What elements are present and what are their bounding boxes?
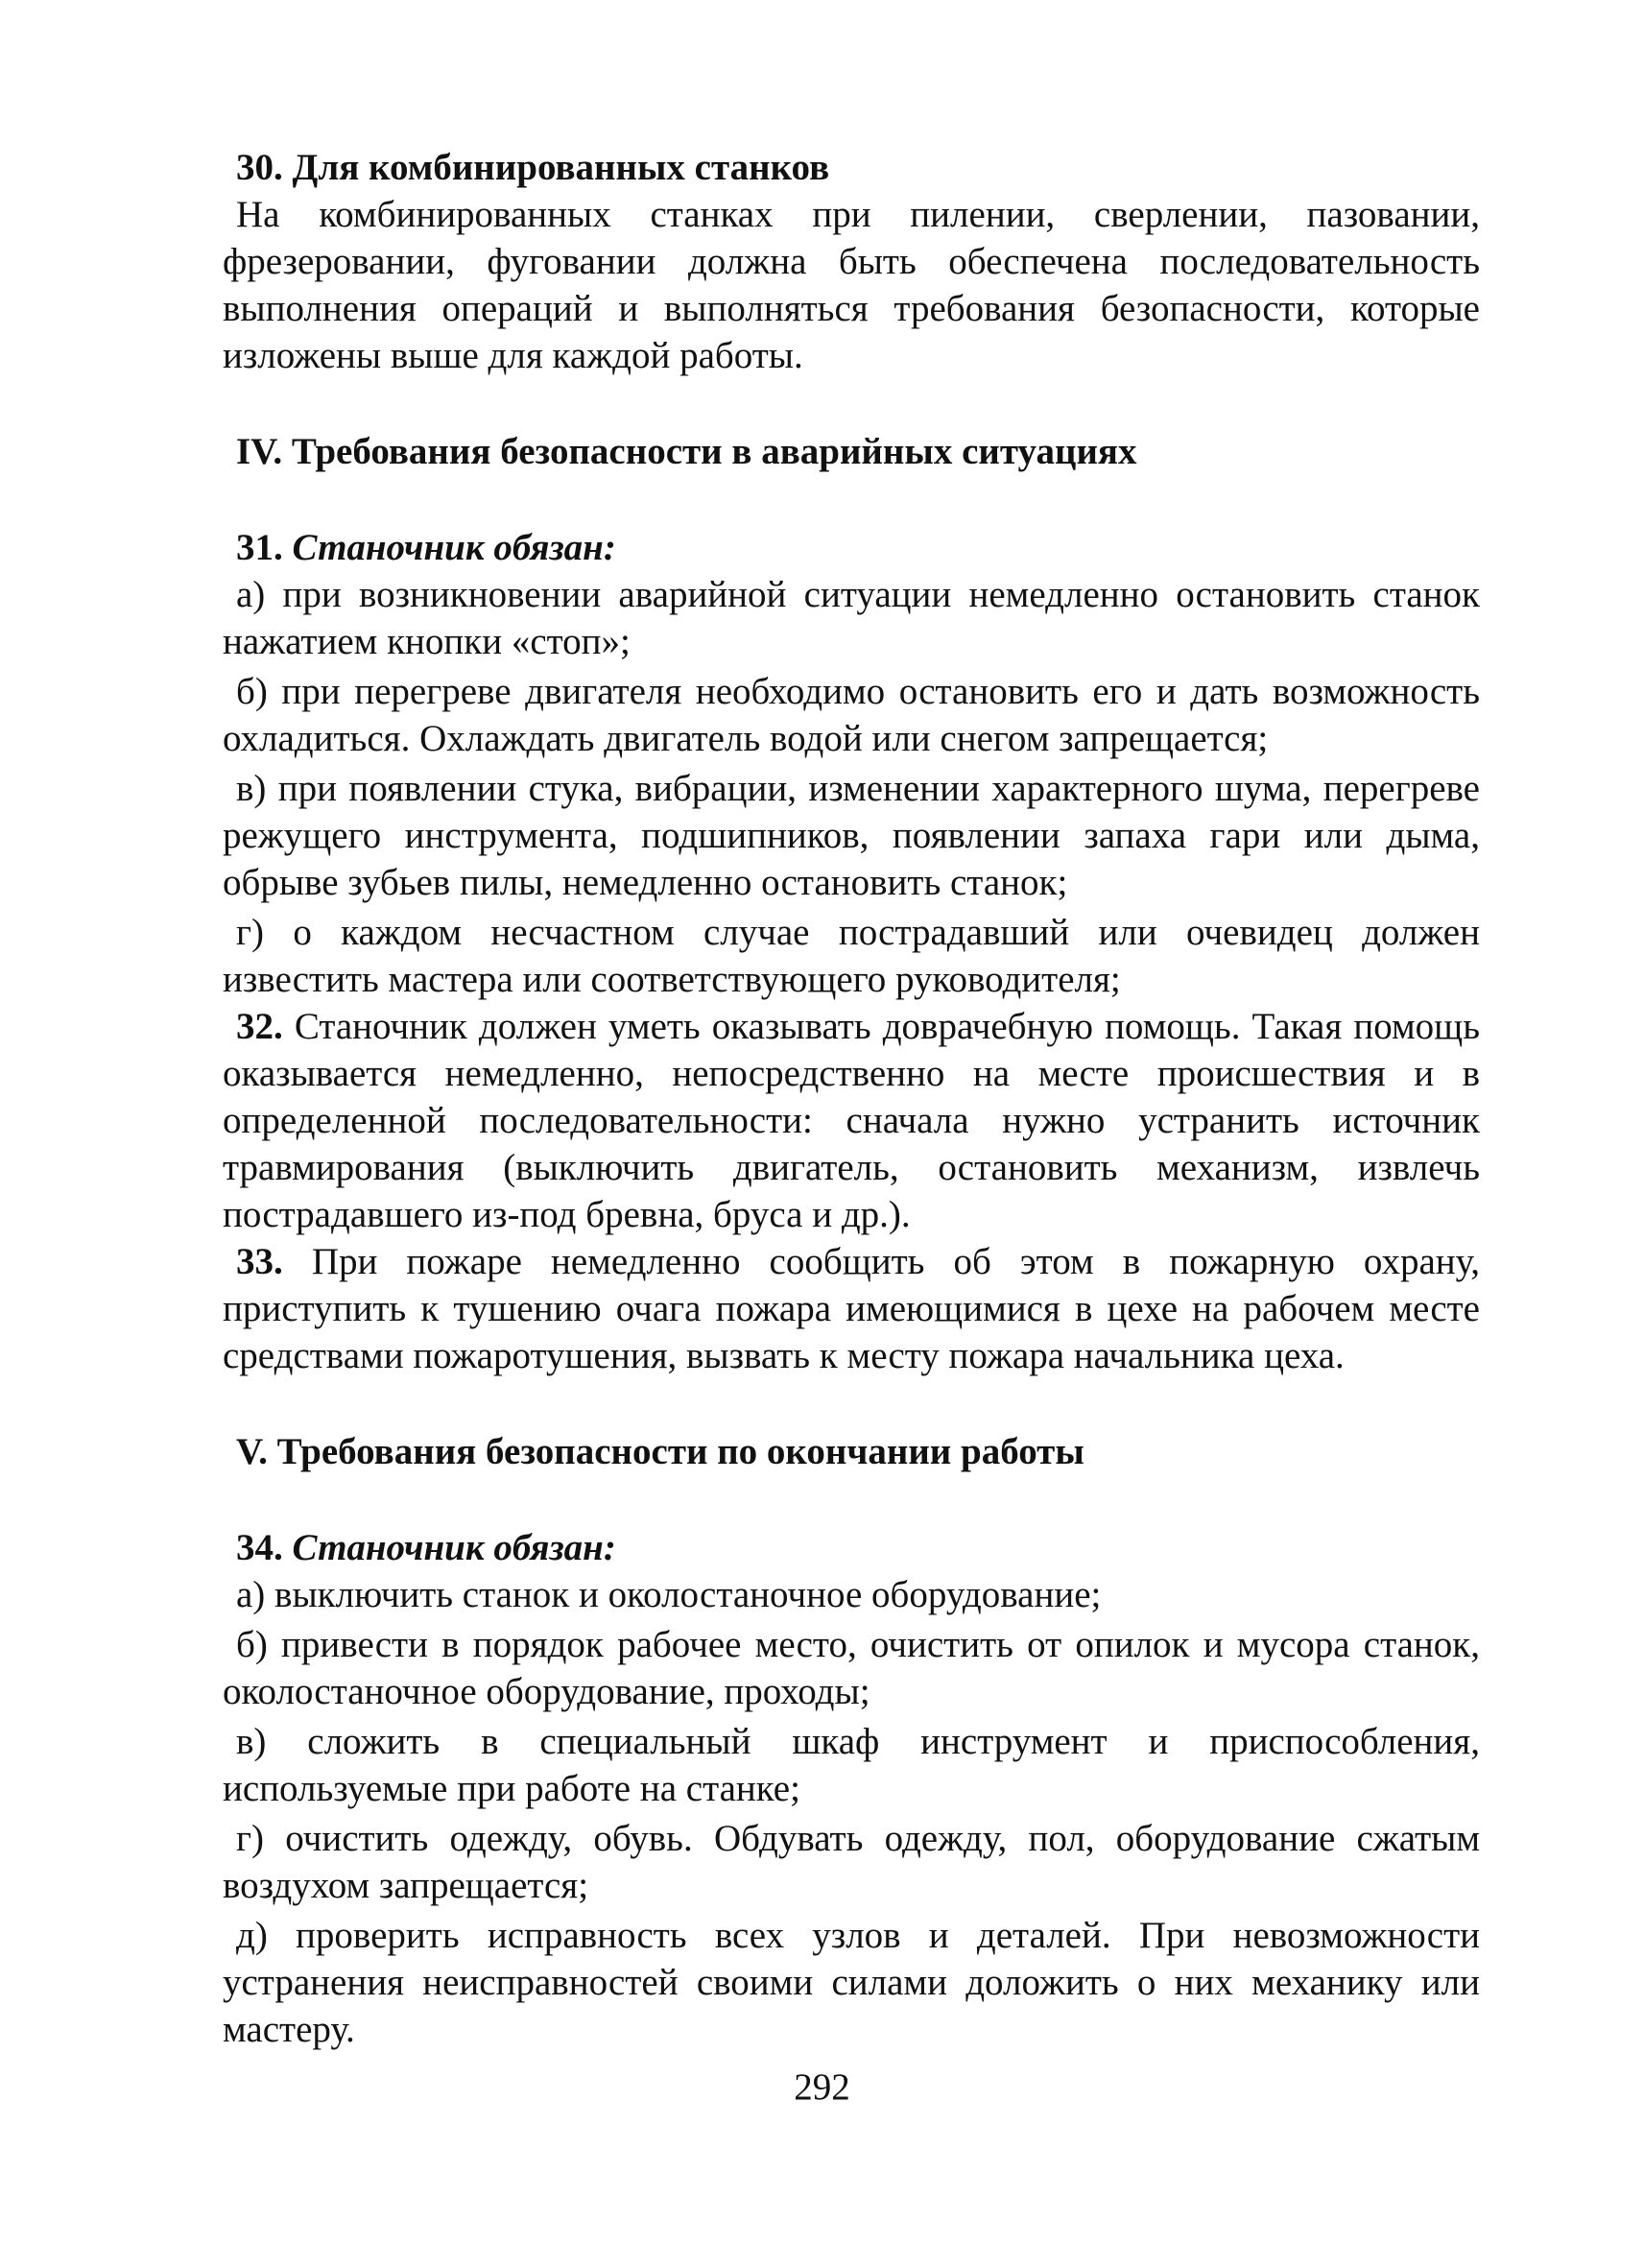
- item-32-number: 32.: [236, 1006, 283, 1047]
- document-page: [223, 144, 1480, 2053]
- item-33-text: При пожаре немедленно сообщить об этом в пожарную охрану, приступить к тушению очага пожара имеющимися в цехе на рабочем месте средствами пожаротушения, вызвать к месту пожара начальника цеха.: [223, 1241, 1480, 1376]
- item-34-number: 34.: [236, 1527, 283, 1568]
- item-34-v: в) сложить в специальный шкаф инструмент и приспособления, используемые при работе на станке;: [223, 1721, 1480, 1809]
- item-34-g: г) очистить одежду, обувь. Обдувать одежду, пол, оборудование сжатым воздухом запрещается;: [223, 1818, 1480, 1906]
- item-33: [223, 1238, 1480, 1379]
- item-31-v: в) при появлении стука, вибрации, изменении характерного шума, перегреве режущего инструмента, подшипников, появлении запаха гари или дыма, обрыве зубьев пилы, немедленно остановить станок;: [223, 768, 1480, 903]
- section-30-title: Для комбинированных станков: [292, 147, 830, 188]
- item-32-text: Станочник должен уметь оказывать доврачебную помощь. Такая помощь оказывается немедленно, непосредственно на месте происшествия и в определенной последовательности: сначала нужно устранить источник травмирования (выключить двигатель, остановить механизм, извлечь пострадавшего из-под бревна, бруса и др.).: [223, 1006, 1481, 1235]
- item-31-a: а) при возникновении аварийной ситуации немедленно остановить станок нажатием кнопки «стоп»;: [223, 574, 1480, 662]
- item-32: [223, 1003, 1480, 1238]
- chapter-4-title: IV. Требования безопасности в аварийных ситуациях: [236, 431, 1137, 472]
- item-33-number: 33.: [236, 1241, 283, 1282]
- section-30-number: 30.: [236, 147, 283, 188]
- item-31-g: г) о каждом несчастном случае пострадавший или очевидец должен известить мастера или соответствующего руководителя;: [223, 912, 1480, 1000]
- item-34-d: д) проверить исправность всех узлов и деталей. При невозможности устранения неисправностей своими силами доложить о них механику или мастеру.: [223, 1915, 1480, 2050]
- item-34-label: Станочник обязан:: [292, 1527, 616, 1568]
- item-31-number: 31.: [236, 527, 283, 568]
- section-30-heading: [223, 144, 1480, 191]
- item-34-b: б) привести в порядок рабочее место, очистить от опилок и мусора станок, околостаночное оборудование, проходы;: [223, 1624, 1480, 1712]
- chapter-5-title: V. Требования безопасности по окончании работы: [236, 1431, 1084, 1472]
- item-34-heading: [223, 1524, 1480, 1571]
- section-30-text: На комбинированных станках при пилении, сверлении, пазовании, фрезеровании, фуговании должна быть обеспечена последовательность выполнения операций и выполняться требования безопасности, которые изложены выше для каждой работы.: [223, 194, 1480, 376]
- item-31-heading: [223, 524, 1480, 571]
- page-number: 292: [794, 2066, 850, 2108]
- item-34-a: а) выключить станок и околостаночное оборудование;: [236, 1574, 1102, 1615]
- item-31-label: Станочник обязан:: [292, 527, 616, 568]
- item-31-b: б) при перегреве двигателя необходимо остановить его и дать возможность охладиться. Охлаждать двигатель водой или снегом запрещается;: [223, 671, 1480, 759]
